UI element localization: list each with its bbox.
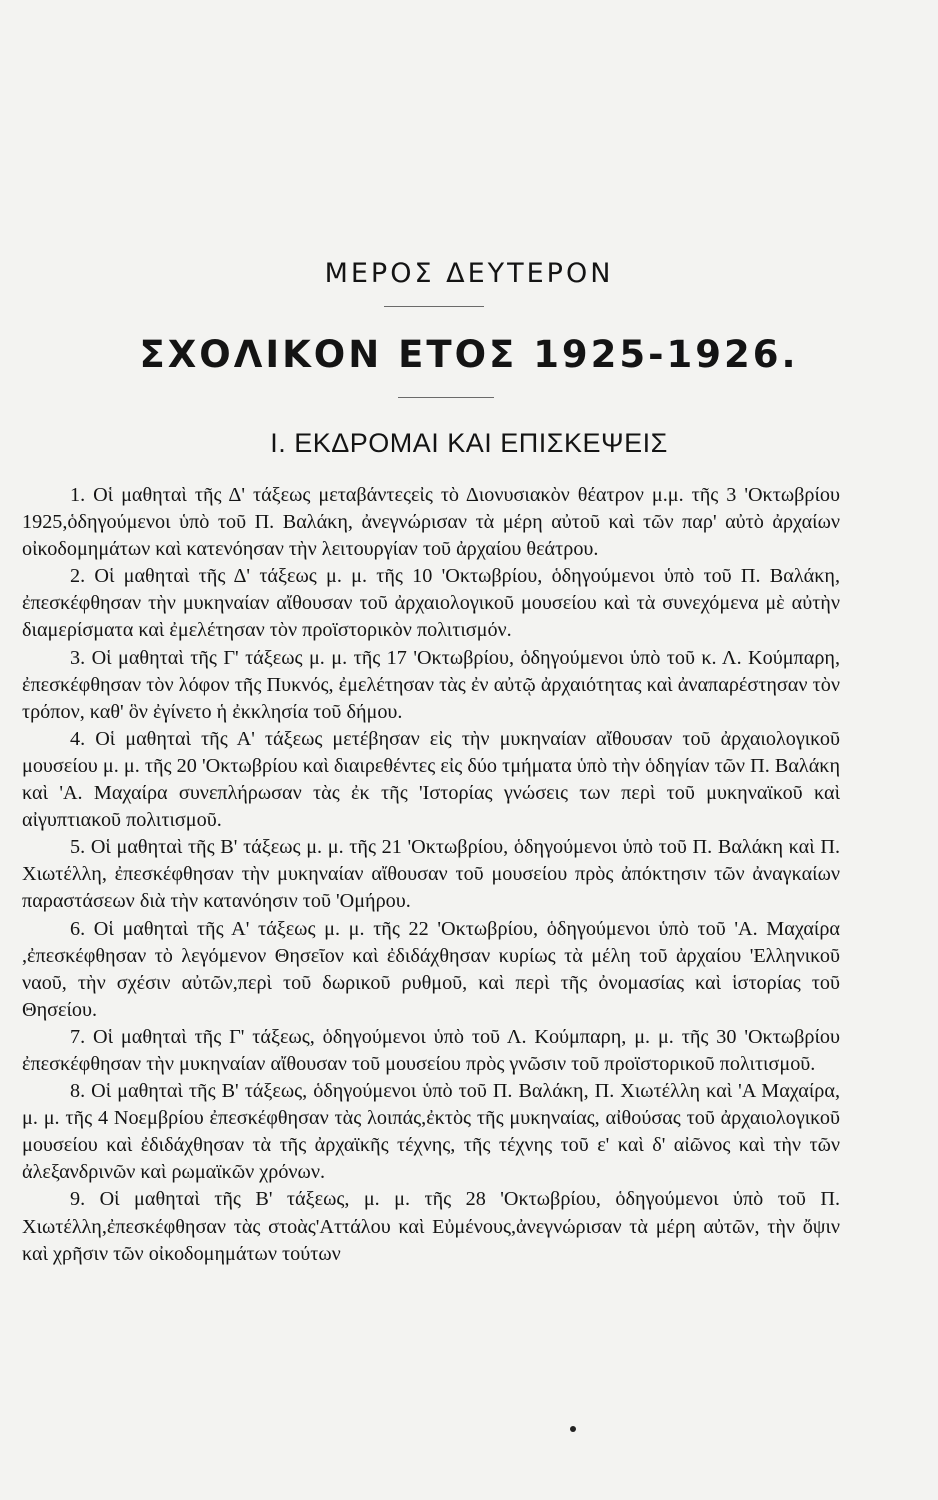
part-title: ΜΕΡΟΣ ΔΕΥΤΕΡΟΝ [324,258,614,289]
paragraph-5: 5. Οἱ μαθηταὶ τῆς Β' τάξεως μ. μ. τῆς 21 'Οκτωβρίου, ὁδηγούμενοι ὑπὸ τοῦ Π. Βαλάκη καὶ Π. Χιωτέλλη, ἐπεσκέφθησαν τὴν μυκηναίαν αἴθουσαν τοῦ μουσείου πρὸς ἀπόκτησιν τῶν ἀναγκαίων παραστάσεων διὰ τὴν κατανόησιν τοῦ 'Ομήρου. [22,836,840,913]
paragraph-8: 8. Οἱ μαθηταὶ τῆς Β' τάξεως, ὁδηγούμενοι ὑπὸ τοῦ Π. Βαλάκη, Π. Χιωτέλλη καὶ 'Α Μαχαίρα, μ. μ. τῆς 4 Νοεμβρίου ἐπεσκέφθησαν τὰς λοιπάς,ἐκτὸς τῆς μυκηναίας, αἰθούσας τοῦ ἀρχαιολογικοῦ μουσείου καὶ ἐδιδάχθησαν τὰ τῆς ἀρχαϊκῆς τέχνης, τῆς τέχνης τοῦ ε' καὶ δ' αἰῶνος καὶ τὴν τῶν ἀλεξανδρινῶν καὶ ρωμαϊκῶν χρόνων. [22,1080,840,1184]
divider-rule [398,397,494,398]
paragraph-1: 1. Οἱ μαθηταὶ τῆς Δ' τάξεως μεταβάντεςεἰς τὸ Διονυσιακὸν θέατρον μ.μ. τῆς 3 'Οκτωβρίου 1925,ὁδηγούμενοι ὑπὸ τοῦ Π. Βαλάκη, ἀνεγνώρισαν τὰ μέρη αὐτοῦ καὶ τῶν παρ' αὐτὸ ἀρχαίων οἰκοδομημάτων καὶ κατενόησαν τὴν λειτουργίαν τοῦ ἀρχαίου θεάτρου. [22,484,840,561]
paragraph-3: 3. Οἱ μαθηταὶ τῆς Γ' τάξεως μ. μ. τῆς 17 'Οκτωβρίου, ὁδηγούμενοι ὑπὸ τοῦ κ. Λ. Κούμπαρη, ἐπεσκέφθησαν τὸν λόφον τῆς Πυκνός, ἐμελέτησαν τὰς ἐν αὐτῷ ἀρχαιότητας καὶ ἀναπαρέστησαν τὸν τρόπον, καθ' ὃν ἐγίνετο ἡ ἐκκλησία τοῦ δήμου. [22,646,840,723]
paragraph-4: 4. Οἱ μαθηταὶ τῆς Α' τάξεως μετέβησαν εἰς τὴν μυκηναίαν αἴθουσαν τοῦ ἀρχαιολογικοῦ μουσείου μ. μ. τῆς 20 'Οκτωβρίου καὶ διαιρεθέντες εἰς δύο τμήματα ὑπὸ τὴν ὁδηγίαν τῶν Π. Βαλάκη καὶ 'Α. Μαχαίρα συνεπλήρωσαν τὰς ἐκ τῆς 'Ιστορίας γνώσεις των περὶ τοῦ μυκηναϊκοῦ καὶ αἰγυπτιακοῦ πολιτισμοῦ. [22,727,840,832]
body-text [22,482,840,1268]
paragraph-2: 2. Οἱ μαθηταὶ τῆς Δ' τάξεως μ. μ. τῆς 10 'Οκτωβρίου, ὁδηγούμενοι ὑπὸ τοῦ Π. Βαλάκη, ἐπεσκέφθησαν τὴν μυκηναίαν αἴθουσαν τοῦ ἀρχαιολογικοῦ μουσείου καὶ τὰ συνεχόμενα μὲ αὐτὴν διαμερίσματα καὶ ἐμελέτησαν τὸν προϊστορικὸν πολιτισμόν. [22,565,840,642]
ink-dot [570,1426,576,1432]
paragraph-7: 7. Οἱ μαθηταὶ τῆς Γ' τάξεως, ὁδηγούμενοι ὑπὸ τοῦ Λ. Κούμπαρη, μ. μ. τῆς 30 'Οκτωβρίου ἐπεσκέφθησαν τὴν μυκηναίαν αἴθουσαν τοῦ μουσείου πρὸς γνῶσιν τοῦ προϊστορικοῦ πολιτισμοῦ. [22,1025,840,1075]
paragraph-9: 9. Οἱ μαθηταὶ τῆς Β' τάξεως, μ. μ. τῆς 28 'Οκτωβρίου, ὁδηγούμενοι ὑπὸ τοῦ Π. Χιωτέλλη,ἐπεσκέφθησαν τὰς στοὰς'Αττάλου καὶ Εὐμένους,ἀνεγνώρισαν τὰ μέρη αὐτῶν, τὴν ὄψιν καὶ χρῆσιν τῶν οἰκοδομημάτων τούτων [22,1188,840,1265]
school-year-title: ΣΧΟΛΙΚΟΝ ΕΤΟΣ 1925-1926. [139,333,799,376]
section-title: I. ΕΚΔΡΟΜΑΙ ΚΑΙ ΕΠΙΣΚΕΨΕΙΣ [270,428,668,458]
paragraph-6: 6. Οἱ μαθηταὶ τῆς Α' τάξεως μ. μ. τῆς 22 'Οκτωβρίου, ὁδηγούμενοι ὑπὸ τοῦ 'Α. Μαχαίρα ,ἐπεσκέφθησαν τὸ λεγόμενον Θησεῖον καὶ ἐδιδάχθησαν κυρίως τὰ μέλη τοῦ ἀρχαίου 'Ελληνικοῦ ναοῦ, τὴν σχέσιν αὐτῶν,περὶ τοῦ δωρικοῦ ρυθμοῦ, καὶ περὶ τῆς ὀνομασίας καὶ ἱστορίας τοῦ Θησείου. [22,917,840,1021]
divider-rule [384,306,484,307]
